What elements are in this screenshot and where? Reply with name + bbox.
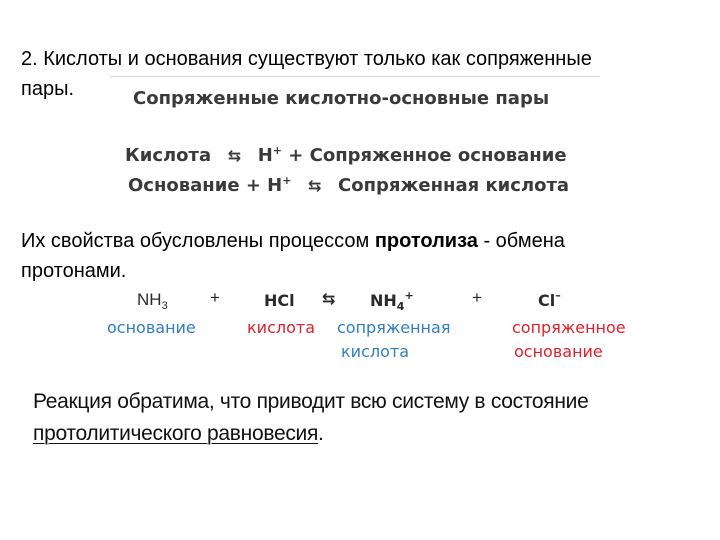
equilibrium-arrows-icon: ⇆ xyxy=(227,146,242,165)
eq2-left: Основание + H xyxy=(128,175,283,196)
label-conjugate-base: сопряженное основание xyxy=(512,318,626,361)
label-base: основание xyxy=(107,318,196,337)
equation-base xyxy=(128,175,569,196)
eq2-right: Сопряженная кислота xyxy=(338,175,570,196)
formula-nh3: $NH_3$ xyxy=(137,290,168,312)
pairs-heading: Сопряженные кислотно-основные пары xyxy=(133,88,550,109)
equilibrium-arrows-icon: ⇆ xyxy=(322,289,336,308)
equilibrium-term: протолитического равновесия xyxy=(33,422,319,445)
eq1-right: + Сопряженное основание xyxy=(288,145,567,166)
divider xyxy=(110,76,600,77)
plus-sign: + xyxy=(210,288,220,307)
eq2-proton-charge: + xyxy=(282,174,292,187)
eq1-left: Кислота xyxy=(125,145,212,166)
intro-line-2: пары. xyxy=(21,78,75,100)
label-conjugate-acid: сопряженная кислота xyxy=(337,318,451,361)
label-acid: кислота xyxy=(247,318,315,337)
intro-line-1: 2. Кислоты и основания существуют только как сопряженные xyxy=(21,48,592,70)
formula-nh4: $NH_4^+$ xyxy=(370,289,414,313)
formula-hcl: HCl xyxy=(264,291,295,310)
eq1-proton: H xyxy=(257,145,273,166)
eq1-proton-charge: + xyxy=(272,144,282,157)
protolysis-line-2: протонами. xyxy=(21,260,127,282)
protolysis-text xyxy=(21,226,565,286)
equilibrium-arrows-icon: ⇆ xyxy=(308,176,322,195)
conclusion-line-2: протолитического равновесия. xyxy=(33,422,324,445)
plus-sign: + xyxy=(472,288,482,307)
formula-cl: Cl– xyxy=(538,289,561,310)
equation-acid xyxy=(125,145,567,166)
protolysis-term: протолиза xyxy=(374,230,478,252)
conclusion-text xyxy=(33,386,588,450)
protolysis-line-1: Их свойства обусловлены процессом протолиза - обмена xyxy=(21,230,565,252)
conclusion-line-1: Реакция обратима, что приводит всю систему в состояние xyxy=(33,390,589,413)
